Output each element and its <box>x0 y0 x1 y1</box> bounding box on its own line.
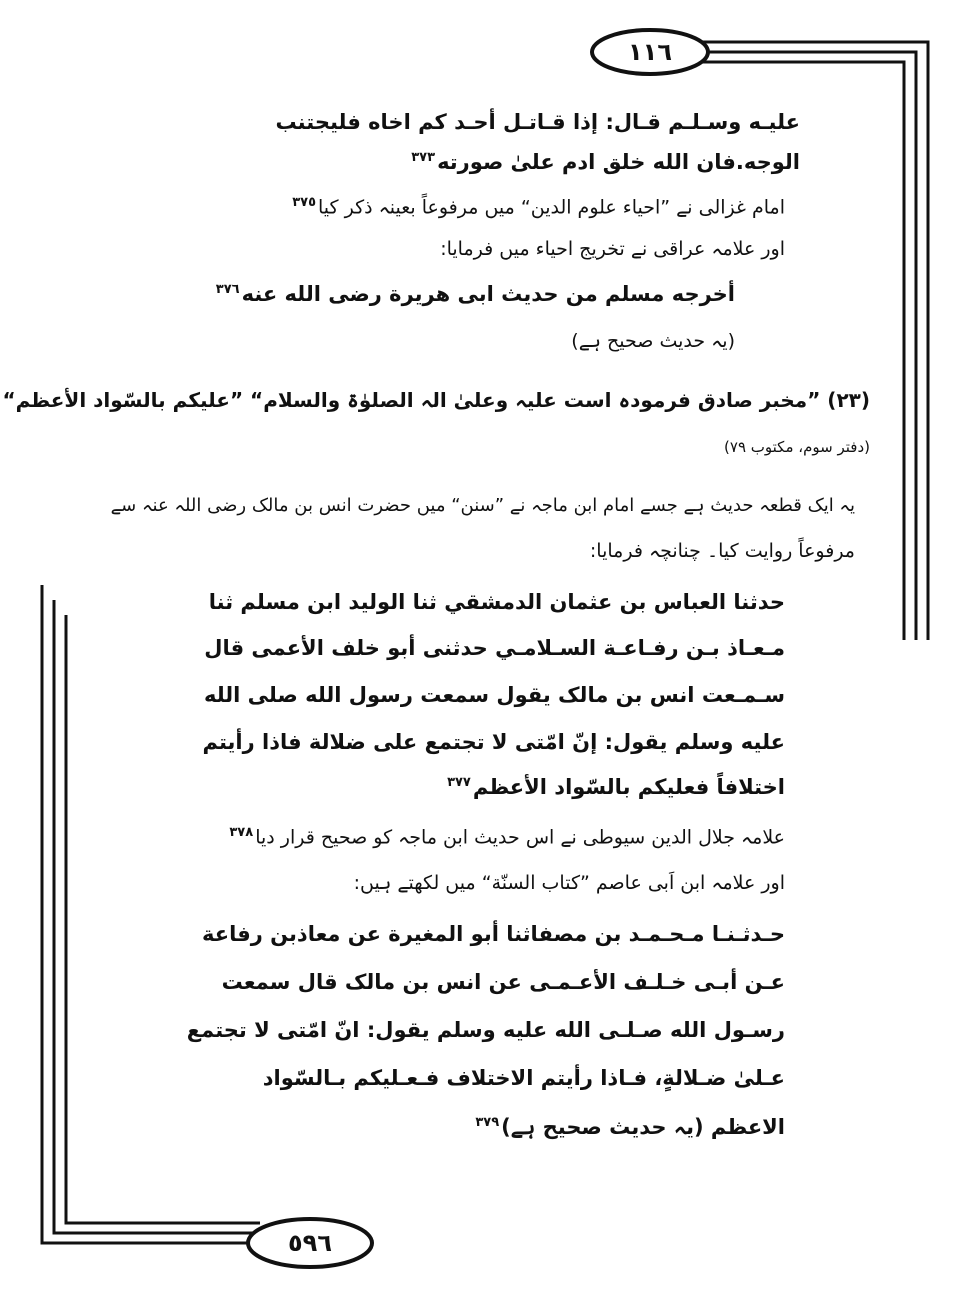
section-heading: (٢٣) ”مخبر صادق فرمودہ است علیہ وعلیٰ الہ الصلوٰۃ والسلام“ ”عليكم بالسّواد الأعظم“ <box>2 388 870 412</box>
text-line: رسـول الله صـلـى الله عليه وسلم يقول: انّ امّتى لا تجتمع <box>186 1018 785 1042</box>
footnote-number: ٣٧٨ <box>229 825 254 840</box>
footnote-number: ٣٧٣ <box>411 150 436 165</box>
text-line: عليه وسلم يقول: إنّ امّتى لا تجتمع على ضلالة فاذا رأيتم <box>202 730 785 754</box>
text-line: حدثنا العباس بن عثمان الدمشقي ثنا الوليد ابن مسلم ثنا <box>208 590 785 614</box>
text-line: مرفوعاً روایت کیا۔ چنانچہ فرمایا: <box>589 540 855 562</box>
top-page-number: ١١٦ <box>628 38 672 66</box>
footnote-number: ٣٧٥ <box>292 195 317 210</box>
text-line: (یہ حدیث صحیح ہے) <box>571 330 735 352</box>
text-line: اور علامہ عراقی نے تخریج احیاء میں فرمایا: <box>440 238 785 260</box>
footnote-number: ٣٧٧ <box>447 775 471 790</box>
text-line: عـلىٰ ضـلالةٍ، فـاذا رأيتم الاختلاف فـعـليكم بـالسّواد <box>262 1066 785 1090</box>
text-line: الاعظم (یہ حدیث صحیح ہے)$^{٣٧٩}$ <box>475 1115 785 1139</box>
text-line: مـعـاذ بـن رفـاعـة السـلامـي حدثنى أبو خلف الأعمى قال <box>204 636 785 660</box>
text-line: عـن أبـى خـلـف الأعـمـى عن انس بن مالک قال سمعت <box>221 970 785 994</box>
text-line: اور علامہ ابن اَبی عاصم ”كتاب السنّة“ میں لکھتے ہیں: <box>353 872 785 894</box>
text-line: الوجه.فان الله خلق ادم علیٰ صورته$^{٣٧٣}$ <box>411 150 800 174</box>
text-line: سـمـعت انس بن مالک يقول سمعت رسول الله صلى الله <box>203 683 785 707</box>
footnote-number: ٣٧٦ <box>215 282 240 297</box>
text-line: علیـه وسـلـم قـال: إذا قـاتـل أحـد كم اخاه فليجتنب <box>275 110 800 134</box>
text-line: أخرجه مسلم من حديث ابى هريرة رضى الله عنه$^{٣٧٦}$ <box>215 282 735 306</box>
text-line: امام غزالی نے ”احیاء علوم الدین“ میں مرفوعاً بعینہ ذکر کیا$^{٣٧٥}$ <box>292 195 785 219</box>
text-line: علامہ جلال الدین سیوطی نے اس حدیث ابن ماجہ کو صحیح قرار دیا$^{٣٧٨}$ <box>229 825 785 849</box>
text-line: حـدثـنـا مـحـمـد بن مصفاثنا أبو المغيرة عن معاذبن رفاعة <box>202 922 785 946</box>
reference-note: (دفتر سوم، مکتوب ٧٩) <box>724 438 870 456</box>
bottom-page-number: ٥٩٦ <box>288 1229 332 1257</box>
text-line: یہ ایک قطعہ حدیث ہے جسے امام ابن ماجہ نے ”سنن“ میں حضرت انس بن مالک رضی اللہ عنہ سے <box>110 495 855 516</box>
footnote-number: ٣٧٩ <box>475 1115 500 1130</box>
text-line: اختلافاً فعليكم بالسّواد الأعظم$^{٣٧٧}$ <box>447 775 785 799</box>
